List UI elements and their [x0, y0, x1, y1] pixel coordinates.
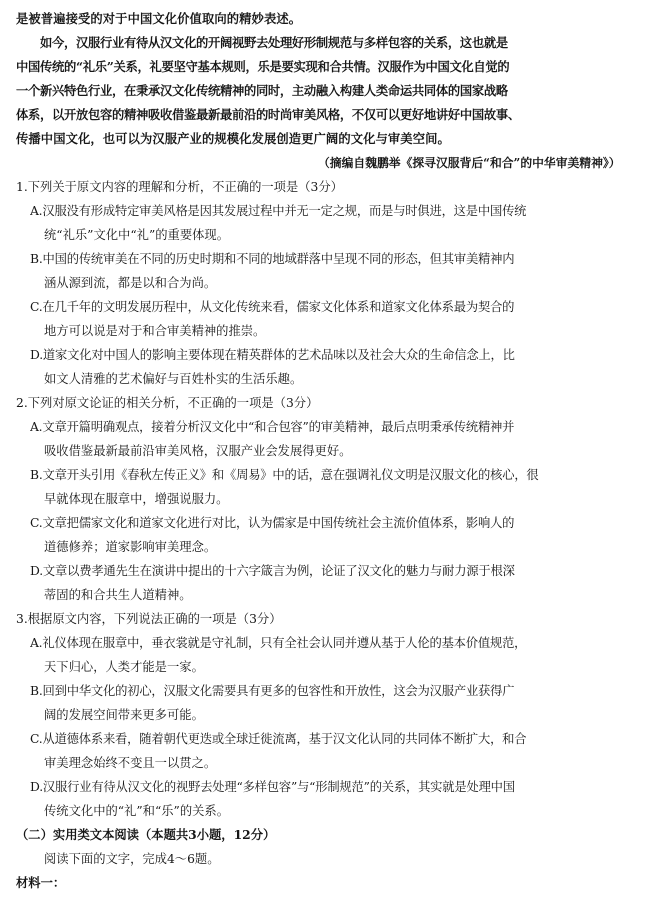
question-stem: 2.下列对原文论证的相关分析，不正确的一项是（3分） — [16, 396, 319, 410]
option-b: B.中国的传统审美在不同的历史时期和不同的地域群落中呈现不同的形态，但其审美精神内 — [30, 252, 515, 266]
option-c: C.文章把儒家文化和道家文化进行对比，认为儒家是中国传统社会主流价值体系，影响人的 — [30, 516, 515, 530]
option-b: B.文章开头引用《春秋左传正义》和《周易》中的话，意在强调礼仪文明是汉服文化的核心，很 — [30, 468, 539, 482]
option-a: A.礼仪体现在服章中，垂衣裳就是守礼制，只有全社会认同并遵从基于人伦的基本价值规范， — [30, 636, 527, 650]
option-b-cont: 涵从源到流，都是以和合为尚。 — [44, 276, 217, 290]
option-c: C.在几千年的文明发展历程中，从文化传统来看，儒家文化体系和道家文化体系最为契合的 — [30, 300, 515, 314]
option-d: D.道家文化对中国人的影响主要体现在精英群体的艺术品味以及社会大众的生命信念上，比 — [30, 348, 515, 362]
section-heading: （二）实用类文本阅读（本题共3小题，12分） — [16, 827, 276, 842]
section-instruction: 阅读下面的文字，完成4～6题。 — [44, 852, 220, 866]
option-c-cont: 道德修养；道家影响审美理念。 — [44, 540, 217, 554]
option-d-cont: 蒂固的和合共生人道精神。 — [44, 588, 192, 602]
option-a-cont: 统“礼乐”文化中“礼”的重要体现。 — [44, 228, 230, 242]
option-c-cont: 地方可以说是对于和合审美精神的推崇。 — [44, 324, 266, 338]
question-stem: 3.根据原文内容，下列说法正确的一项是（3分） — [16, 612, 282, 626]
passage-line: 中国传统的“礼乐”关系，礼要坚守基本规则，乐是要实现和合共情。汉服作为中国文化自觉的 — [16, 59, 510, 74]
option-b-cont: 早就体现在服章中，增强说服力。 — [44, 492, 229, 506]
option-d: D.汉服行业有待从汉文化的视野去处理“多样包容”与“形制规范”的关系，其实就是处理中国 — [30, 780, 515, 794]
passage-line: 是被普遍接受的对于中国文化价值取向的精妙表述。 — [16, 11, 302, 26]
option-a-cont: 吸收借鉴最新最前沿审美风格，汉服产业会发展得更好。 — [44, 444, 352, 458]
passage-line: 一个新兴特色行业，在秉承汉文化传统精神的同时，主动融入构建人类命运共同体的国家战略 — [16, 83, 508, 98]
material-label: 材料一： — [16, 875, 66, 890]
passage-line: 如今，汉服行业有待从汉文化的开阔视野去处理好形制规范与多样包容的关系，这也就是 — [40, 35, 508, 50]
option-b-cont: 阔的发展空间带来更多可能。 — [44, 708, 204, 722]
option-d: D.文章以费孝通先生在演讲中提出的十六字箴言为例，论证了汉文化的魅力与耐力源于根深 — [30, 564, 515, 578]
option-a: A.汉服没有形成特定审美风格是因其发展过程中并无一定之规，而是与时俱进，这是中国传统 — [30, 204, 527, 218]
option-d-cont: 传统文化中的“礼”和“乐”的关系。 — [44, 804, 230, 818]
question-stem: 1.下列关于原文内容的理解和分析，不正确的一项是（3分） — [16, 180, 343, 194]
passage-line: 体系，以开放包容的精神吸收借鉴最新最前沿的时尚审美风格，不仅可以更好地讲好中国故事、 — [16, 107, 520, 122]
option-d-cont: 如文人清雅的艺术偏好与百姓朴实的生活乐趣。 — [44, 372, 303, 386]
source-citation: （摘编自魏鹏举《探寻汉服背后“和合”的中华审美精神》） — [318, 156, 621, 170]
option-a: A.文章开篇明确观点，接着分析汉文化中“和合包容”的审美精神，最后点明秉承传统精神并 — [30, 420, 515, 434]
option-c-cont: 审美理念始终不变且一以贯之。 — [44, 756, 217, 770]
option-c: C.从道德体系来看，随着朝代更迭或全球迁徙流离，基于汉文化认同的共同体不断扩大，和合 — [30, 732, 527, 746]
option-b: B.回到中华文化的初心，汉服文化需要具有更多的包容性和开放性，这会为汉服产业获得广 — [30, 684, 515, 698]
passage-line: 传播中国文化，也可以为汉服产业的规模化发展创造更广阔的文化与审美空间。 — [16, 131, 450, 146]
option-a-cont: 天下归心，人类才能是一家。 — [44, 660, 204, 674]
